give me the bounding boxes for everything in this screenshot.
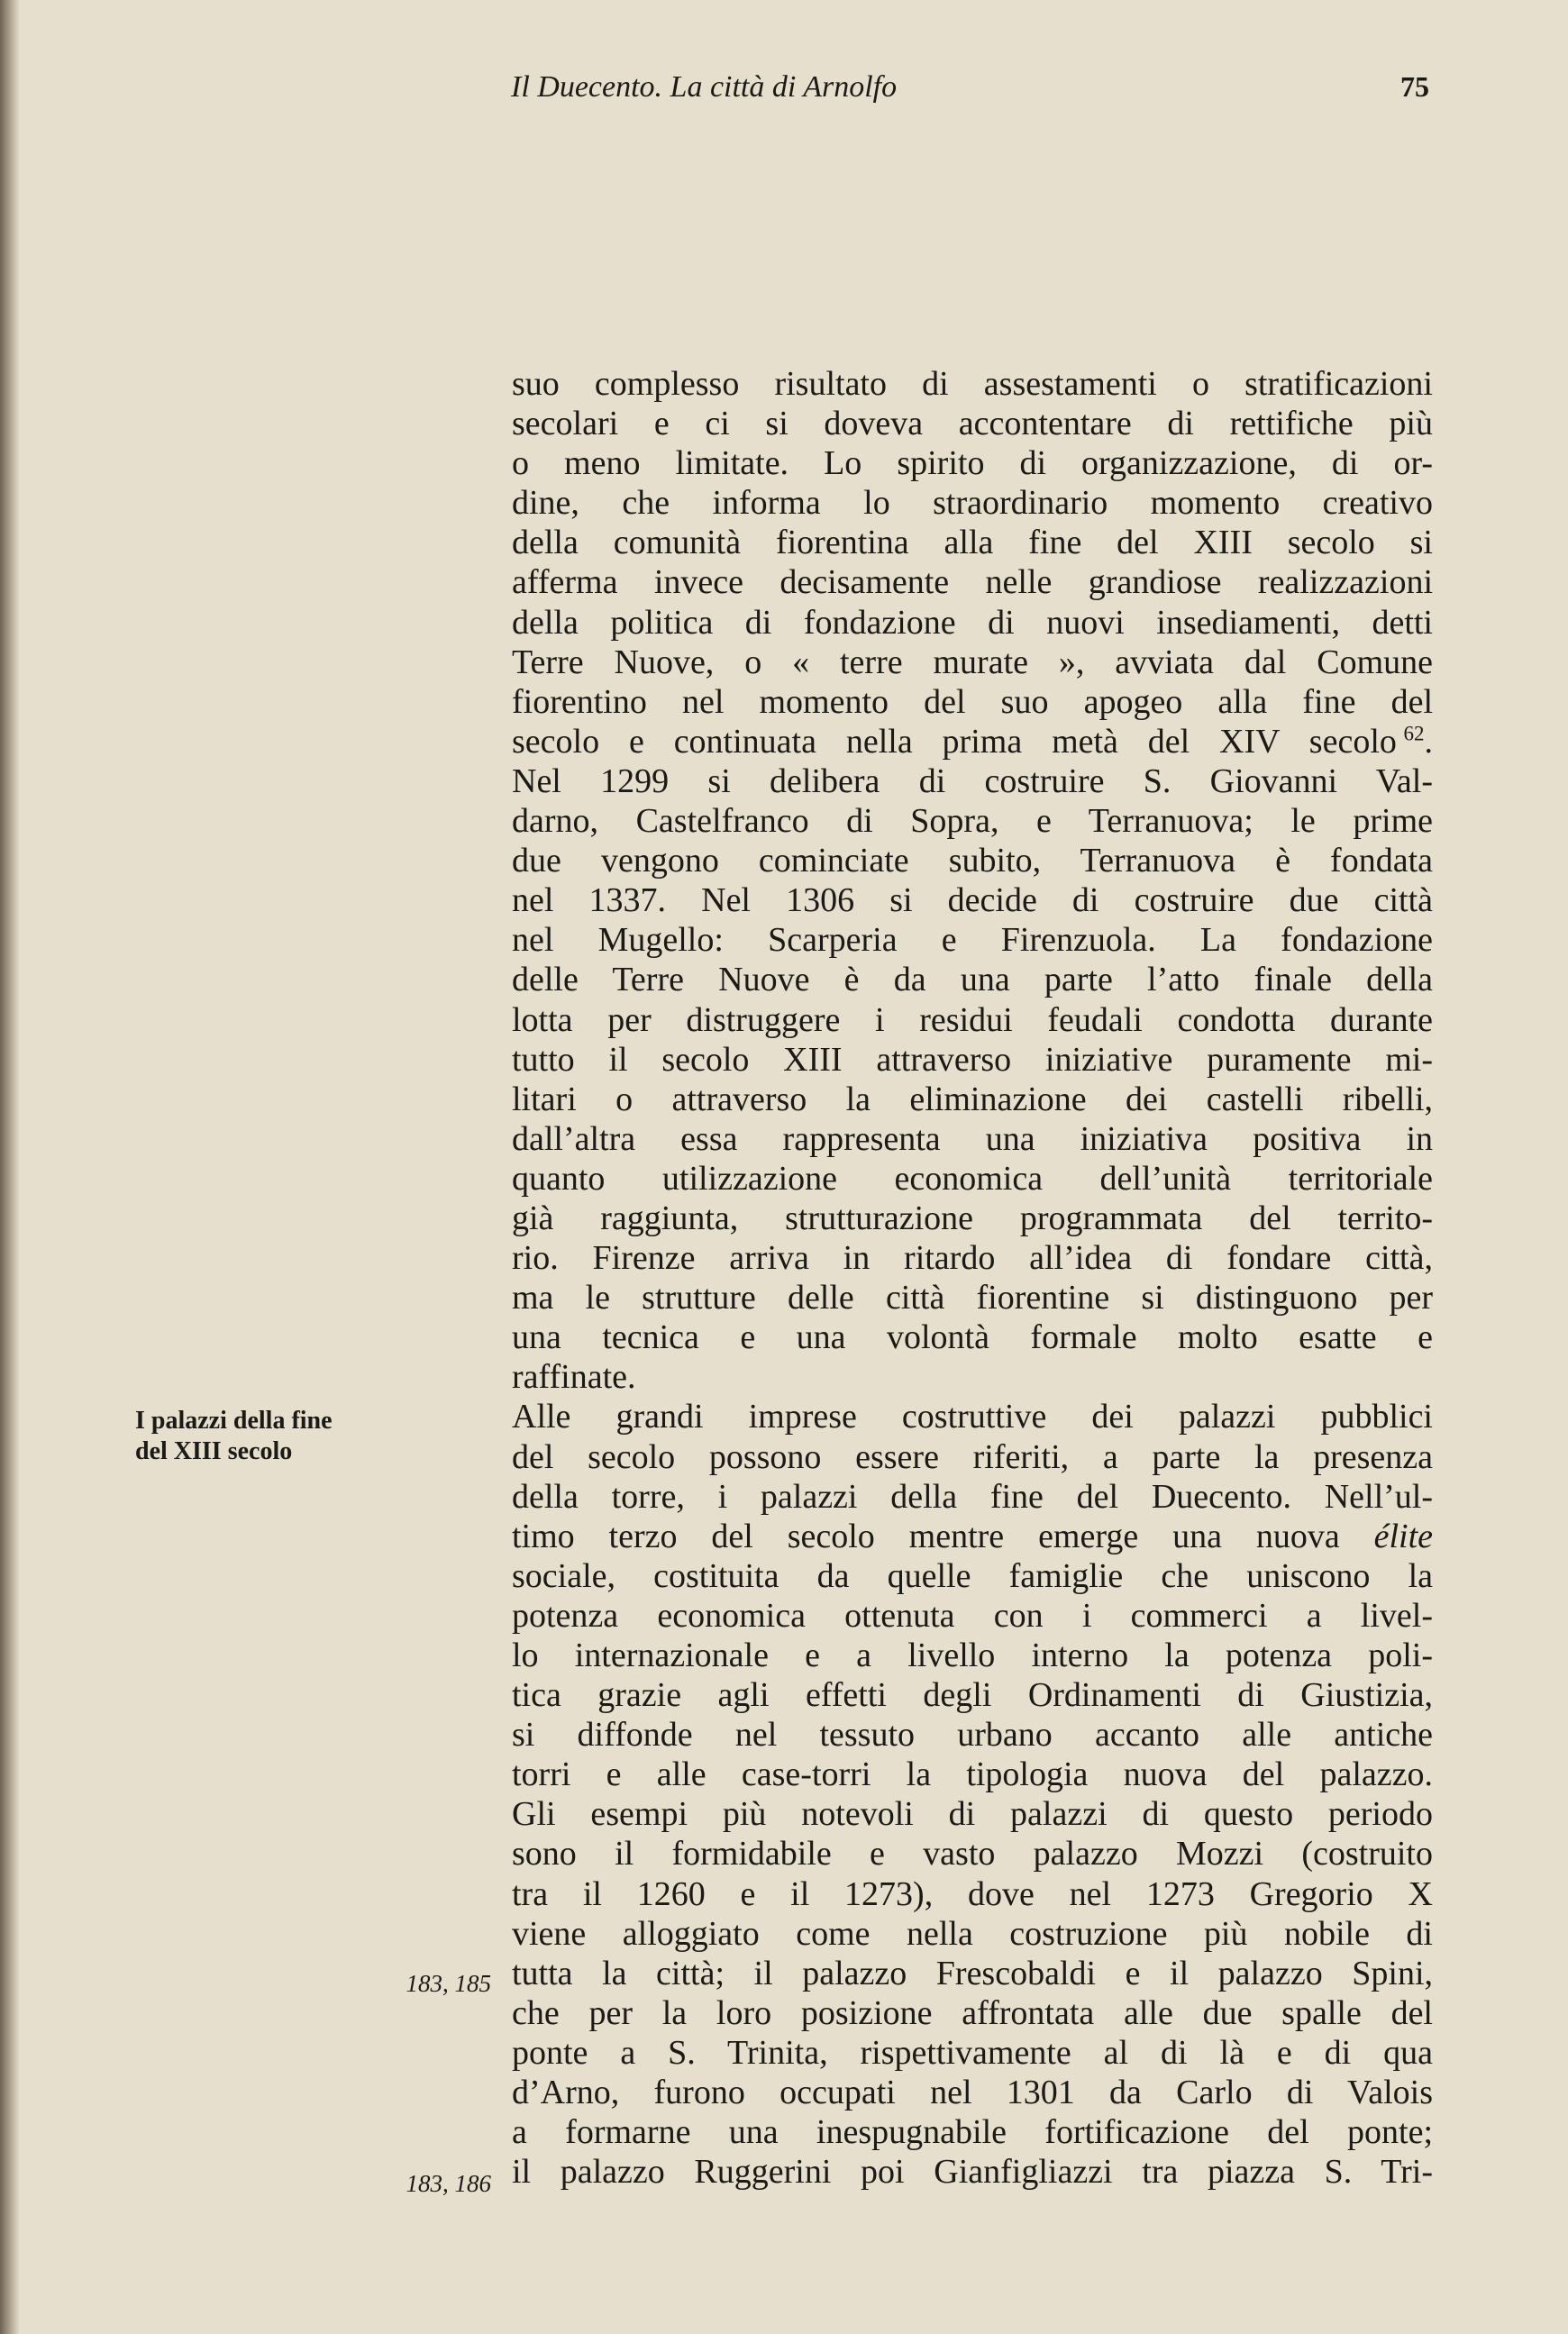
text-line: due vengono cominciate subito, Terranuova è fondata — [512, 842, 1433, 880]
footnote-reference[interactable]: 62 — [1403, 722, 1425, 745]
margin-heading-line: del XIII secolo — [135, 1437, 293, 1465]
text-line — [512, 1517, 1433, 1556]
text-line: tutta la città; il palazzo Frescobaldi e il palazzo Spini, — [512, 1954, 1433, 1992]
text-line-period: . — [1424, 722, 1433, 761]
margin-heading — [135, 1406, 387, 1467]
text-line: si diffonde nel tessuto urbano accanto alle antiche — [512, 1716, 1433, 1755]
text-line: dall’altra essa rappresenta una iniziativa positiva in — [512, 1119, 1433, 1158]
body-text — [512, 364, 1433, 2192]
text-line: sociale, costituita da quelle famiglie che uniscono la — [512, 1556, 1433, 1595]
text-line: lo internazionale e a livello interno la potenza poli- — [512, 1637, 1433, 1674]
running-title: Il Duecento. La città di Arnolfo — [511, 70, 898, 104]
text-line — [512, 722, 1433, 761]
text-line: dine, che informa lo straordinario momento creativo — [512, 484, 1433, 523]
text-line: Alle grandi imprese costruttive dei palazzi pubblici — [512, 1398, 1433, 1436]
text-line: torri e alle case-torri la tipologia nuova del palazzo. — [512, 1755, 1433, 1794]
margin-figure-reference: 183, 185 — [406, 1970, 491, 1997]
italic-word-elite: élite — [1373, 1517, 1433, 1555]
text-line: raffinate. — [512, 1358, 636, 1397]
text-line: a formarne una inespugnabile fortificazione del ponte; — [512, 2113, 1433, 2152]
text-line: secolari e ci si doveva accontentare di rettifiche più — [512, 405, 1433, 443]
text-line: lotta per distruggere i residui feudali condotta durante — [512, 1000, 1433, 1039]
text-line: ma le strutture delle città fiorentine si distinguono per — [512, 1279, 1433, 1317]
text-line: già raggiunta, strutturazione programmata del territo- — [512, 1199, 1433, 1237]
text-line: il palazzo Ruggerini poi Gianfigliazzi tra piazza S. Tri- — [512, 2153, 1433, 2192]
text-line: tra il 1260 e il 1273), dove nel 1273 Gregorio X — [512, 1874, 1433, 1913]
text-line: tica grazie agli effetti degli Ordinamenti di Giustizia, — [512, 1676, 1433, 1715]
text-line: rio. Firenze arriva in ritardo all’idea di fondare città, — [512, 1239, 1433, 1278]
text-line: ponte a S. Trinita, rispettivamente al di là e di qua — [512, 2033, 1433, 2072]
text-line: fiorentino nel momento del suo apogeo alla fine del — [512, 682, 1433, 721]
text-line: viene alloggiato come nella costruzione più nobile di — [512, 1914, 1433, 1953]
text-line: o meno limitate. Lo spirito di organizzazione, di or- — [512, 444, 1433, 483]
text-line: tutto il secolo XIII attraverso iniziative puramente mi- — [512, 1040, 1433, 1079]
text-line: nel 1337. Nel 1306 si decide di costruire due città — [512, 881, 1433, 920]
text-line: suo complesso risultato di assestamenti o stratificazioni — [512, 365, 1433, 403]
margin-heading-line: I palazzi della fine — [135, 1407, 333, 1435]
text-line: litari o attraverso la eliminazione dei castelli ribelli, — [512, 1080, 1433, 1118]
text-line: quanto utilizzazione economica dell’unità territoriale — [512, 1159, 1433, 1198]
text-line: Gli esempi più notevoli di palazzi di questo periodo — [512, 1795, 1433, 1834]
text-line: sono il formidabile e vasto palazzo Mozzi (costruito — [512, 1835, 1433, 1874]
text-line: una tecnica e una volontà formale molto esatte e — [512, 1318, 1433, 1357]
text-line: d’Arno, furono occupati nel 1301 da Carlo di Valois — [512, 2074, 1433, 2112]
text-line: che per la loro posizione affrontata alle due spalle del — [512, 1993, 1433, 2032]
text-line: potenza economica ottenuta con i commerci a livel- — [512, 1596, 1433, 1635]
text-line: Nel 1299 si delibera di costruire S. Giovanni Val- — [512, 761, 1433, 800]
text-line: della politica di fondazione di nuovi insediamenti, detti — [512, 603, 1433, 642]
text-line: Terre Nuove, o « terre murate », avviata dal Comune — [512, 643, 1433, 681]
text-line: delle Terre Nuove è da una parte l’atto finale della — [512, 961, 1433, 999]
text-line: afferma invece decisamente nelle grandiose realizzazioni — [512, 563, 1433, 602]
page-number: 75 — [1400, 70, 1429, 103]
text-line: della comunità fiorentina alla fine del XIII secolo si — [512, 524, 1433, 562]
text-line: nel Mugello: Scarperia e Firenzuola. La fondazione — [512, 921, 1433, 960]
text-line-content: timo terzo del secolo mentre emerge una nuova — [512, 1517, 1340, 1555]
page-header — [0, 70, 1568, 115]
book-spine-shadow — [0, 0, 20, 2334]
text-line: della torre, i palazzi della fine del Duecento. Nell’ul- — [512, 1477, 1433, 1516]
text-line: darno, Castelfranco di Sopra, e Terranuova; le prime — [512, 802, 1433, 841]
text-line: del secolo possono essere riferiti, a parte la presenza — [512, 1437, 1433, 1476]
text-line-content: secolo e continuata nella prima metà del XIV secolo — [512, 722, 1397, 761]
margin-figure-reference: 183, 186 — [406, 2170, 491, 2197]
